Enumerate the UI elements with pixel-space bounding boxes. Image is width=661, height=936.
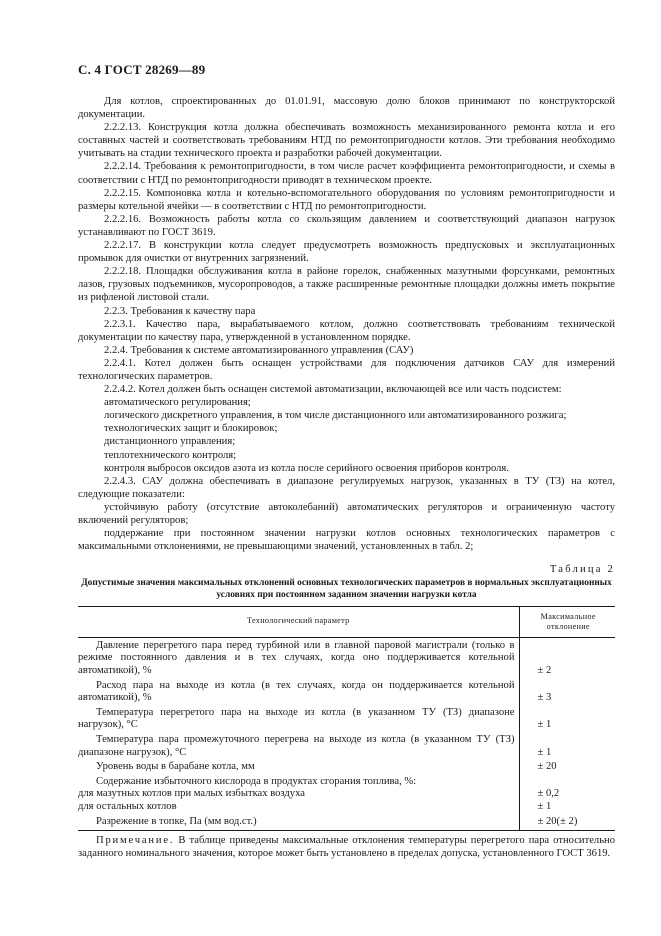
table-cell-value: ± 1	[537, 746, 552, 758]
list-item: автоматического регулирования;	[104, 397, 251, 409]
table-cell-parameter: Давление перегретого пара перед турбиной или в главной паровой магистрали (только в режиме постоянного давления и в тех случаях, когда оно поддерживается котельной автоматикой), %	[78, 637, 519, 677]
paragraph: 2.2.2.13. Конструкция котла должна обеспечивать возможность механизированного ремонта котла и его составных частей и соответствовать требованиям НТД по ремонтопригодности котлов. Эти требования необходимо учитывать на стадии технического проекта и разработки рабочей документации.	[78, 122, 615, 160]
page-header: С. 4 ГОСТ 28269—89	[78, 62, 206, 77]
column-header-parameter: Технологический параметр	[78, 606, 519, 637]
table-cell-parameter: Температура пара промежуточного перегрева на выходе из котла (в указанном ТУ (ТЗ) диапазоне нагрузок), °С	[78, 732, 519, 759]
list-item: контроля выбросов оксидов азота из котла после серийного освоения приборов контроля.	[104, 462, 509, 474]
table-row	[78, 759, 615, 774]
list-item: логического дискретного управления, в том числе дистанционного или автоматизированного розжига;	[104, 410, 567, 422]
paragraph: 2.2.3.1. Качество пара, вырабатываемого котлом, должно соответствовать требованиям технической документации по качеству пара, утвержденной в установленном порядке.	[78, 318, 615, 343]
list-item: устойчивую работу (отсутствие автоколебаний) автоматических регуляторов и ограниченную частоту включений регуляторов;	[78, 501, 615, 526]
table-note	[78, 834, 615, 860]
table-cell-value: ± 0,2 ± 1	[537, 788, 560, 812]
table-cell-value: ± 20(± 2)	[537, 815, 578, 827]
list-item: теплотехнического контроля;	[104, 449, 237, 461]
parameters-table	[78, 606, 615, 831]
table-row	[78, 814, 615, 831]
paragraph: 2.2.4.2. Котел должен быть оснащен системой автоматизации, включающей все или часть подсистем:	[104, 384, 562, 396]
table-header-row	[78, 606, 615, 637]
table-row	[78, 705, 615, 732]
list-item: дистанционного управления;	[104, 436, 236, 448]
table-cell-value: ± 1	[537, 719, 552, 731]
table-cell-parameter: Расход пара на выходе из котла (в тех случаях, когда он поддерживается котельной автоматикой), %	[78, 678, 519, 705]
table-cell-value: ± 2	[537, 664, 552, 676]
table-cell-parameter: Разрежение в топке, Па (мм вод.ст.)	[78, 814, 519, 831]
table-row	[78, 774, 615, 814]
table-title: Допустимые значения максимальных отклонений основных технологических параметров в нормальных эксплуатационных условиях при постоянном заданном значении нагрузки котла	[81, 578, 612, 600]
paragraph: 2.2.2.14. Требования к ремонтопригодности, в том числе расчет коэффициента ремонтопригодности, и схемы в соответствии с НТД по ремонтопригодности приводят в техническом проекте.	[78, 161, 615, 186]
table-cell-parameter: Температура перегретого пара на выходе из котла (в указанном ТУ (ТЗ) диапазоне нагрузок), °С	[78, 705, 519, 732]
table-cell-parameter: Уровень воды в барабане котла, мм	[78, 759, 519, 774]
paragraph: Для котлов, спроектированных до 01.01.91, массовую долю блоков принимают по конструкторской документации.	[78, 96, 615, 121]
paragraph: 2.2.4.1. Котел должен быть оснащен устройствами для подключения датчиков САУ для измерений технологических параметров.	[78, 357, 615, 382]
paragraph: 2.2.2.15. Компоновка котла и котельно-вспомогательного оборудования по условиям ремонтопригодности и размеры котельной ячейки — в соответствии с НТД по ремонтопригодности.	[78, 187, 615, 212]
table-cell-value: ± 3	[537, 692, 552, 704]
table-caption: Таблица 2	[549, 564, 615, 576]
paragraph: 2.2.2.16. Возможность работы котла со скользящим давлением и соответствующий диапазон нагрузок устанавливают по ГОСТ 3619.	[78, 213, 615, 238]
note-text: В таблице приведены максимальные отклонения температуры перегретого пара относительно заданного номинального значения, которое может быть установлено в пределах допуска, установленного ГОСТ 3619.	[78, 835, 615, 860]
section-heading: 2.2.3. Требования к качеству пара	[104, 305, 256, 317]
paragraph: 2.2.2.17. В конструкции котла следует предусмотреть возможность предпусковых и эксплуатационных промывок для очистки от внутренних загрязнений.	[78, 240, 615, 265]
note-label: Примечание.	[96, 835, 175, 847]
list-item: поддержание при постоянном значении нагрузки котлов основных технологических параметров с максимальными отклонениями, не превышающими значений, установленных в табл. 2;	[78, 528, 615, 553]
table-row	[78, 678, 615, 705]
paragraph: 2.2.4.3. САУ должна обеспечивать в диапазоне регулируемых нагрузок, указанных в ТУ (ТЗ) на котел, следующие показатели:	[78, 475, 615, 500]
column-header-deviation: Максимальное отклонение	[519, 606, 615, 637]
paragraph: 2.2.2.18. Площадки обслуживания котла в районе горелок, снабженных мазутными форсунками, ремонтных лазов, грузовых подъемников, мусоропроводов, а также расширенные ремонтные площадки должны иметь покрытие из рифленой листовой стали.	[78, 266, 615, 304]
section-heading: 2.2.4. Требования к системе автоматизированного управления (САУ)	[104, 344, 414, 356]
table-cell-parameter: Содержание избыточного кислорода в продуктах сгорания топлива, %: для мазутных котлов при малых избытках воздуха для остальных котлов	[78, 774, 519, 814]
document-body	[78, 95, 615, 860]
list-item: технологических защит и блокировок;	[104, 423, 278, 435]
table-cell-value: ± 20	[537, 761, 557, 773]
table-row	[78, 732, 615, 759]
table-row	[78, 637, 615, 677]
